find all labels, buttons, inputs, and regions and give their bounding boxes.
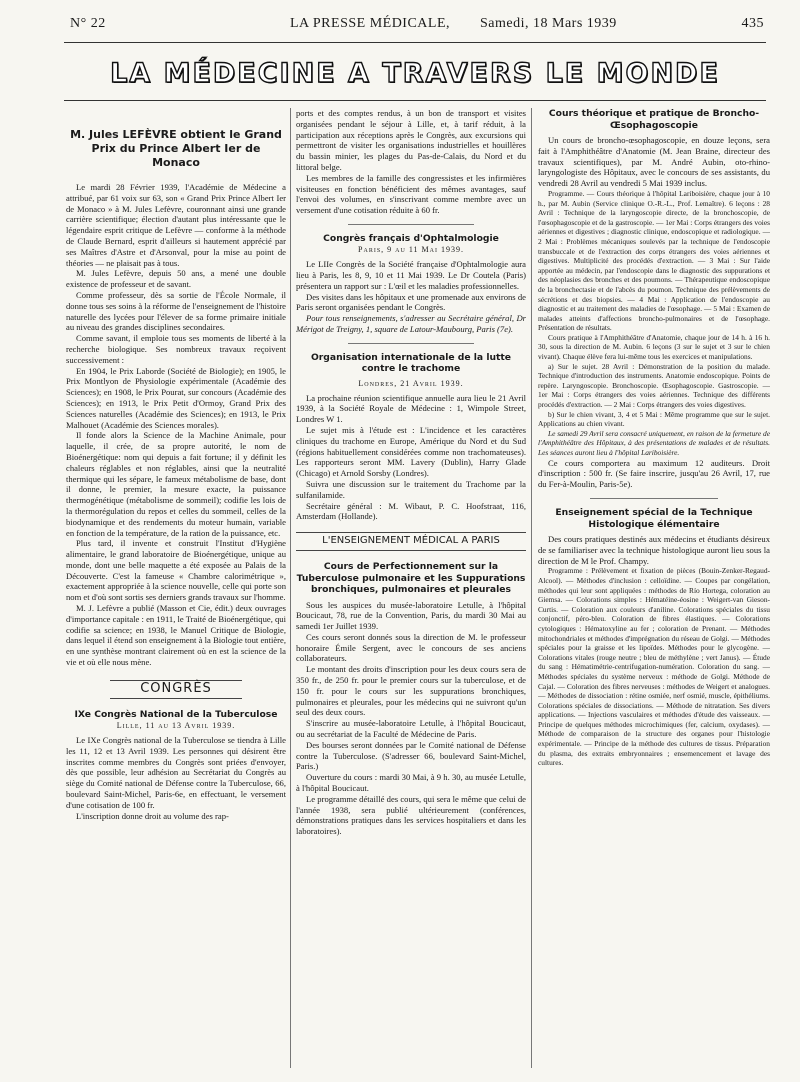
article-title-histologie: Enseignement spécial de la Technique Histologique élémentaire bbox=[555, 507, 753, 530]
section-heading-congres: CONGRÈS bbox=[110, 680, 242, 699]
article-subtitle: Paris, 9 au 11 Mai 1939. bbox=[358, 245, 464, 255]
paragraph: Des visites dans les hôpitaux et une promenade aux environs de Paris seront organisées pendant le Congrès. bbox=[296, 291, 526, 313]
article-title-broncho: Cours théorique et pratique de Broncho-Œsophagoscopie bbox=[548, 108, 760, 131]
column-2 bbox=[296, 108, 526, 1068]
page-number: 435 bbox=[741, 16, 764, 31]
paragraph: M. Jules Lefèvre, depuis 50 ans, a mené une double existence de professeur et de savant. bbox=[66, 268, 286, 290]
paragraph: Ces cours seront donnés sous la direction de M. le professeur honoraire Émile Sergent, avec le concours de ses anciens collaborateurs. bbox=[296, 631, 526, 664]
paragraph: Les membres de la famille des congressistes et les infirmières visiteuses en fonction bénéficient des mêmes avantages, sauf l'envoi des volumes, en s'inscrivant comme membre avec un versement d'une cotisation réduite à 60 fr. bbox=[296, 172, 526, 216]
paragraph: Des cours pratiques destinés aux médecins et étudiants désireux de se familiariser avec la technique histologique auront lieu sous la direction de M le Prof. Champy. bbox=[538, 534, 770, 566]
program-text: Programme : Prélèvement et fixation de pièces (Bouin-Zenker-Regaud-Alcool). — Méthodes d'inclusion : celloïdine. — Coupes par congélation, méthodes qui leur sont appliquées : méthodes de Río Hortega, coloration au Giemsa. — Colorations simples : Hématéine-éosine : Weigert-van Gieson-Curtis. — Coloration aux couleurs d'aniline. Colorations spéciales du tissu conjonctif, péro-bleu. Coloration de fibres élastiques. — Colorations cytologiques : Hématoxyline au fer ; coloration de Prenant. — Méthodes mitochondriales et méthodes d'imprégnation du réseau de Golgi. — Méthodes spéciales pour la graisse et les lipoïdes. Méthodes pour le glycogène. — Colorations vitales (rouge neutre ; bleu de méthylène ; vert Janus). — Étude du sang : Hématimétrie-centrifugation-numération. Coloration du sang. — Méthodes spéciales du système nerveux : méthode de Golgi. Méthode de Cajal. — Coloration des fibres nerveuses : méthodes de Weigert et analogues. — Méthodes de dissociation : rétine osmiée, nerf osmié, muscle, épithéliums. Colorations spéciales de dissociations. — Méthode de nitratation. Ses divers applications. — Injections vasculaires et méthodes d'étude des vaisseaux. — Principe de quelques méthodes microchimiques (fer, calcium, oxydases). — Méthode de comparaison de la structure des organes pour l'histologie expérimentale. — Principe de la méthode des cultures de tissus. Préparation du plasma, des extraits embryonnaires ; ensemencement et lavage des cultures. bbox=[538, 566, 770, 768]
article-separator bbox=[348, 224, 474, 225]
article-title-tuberculose: IXe Congrès National de la Tuberculose bbox=[74, 708, 278, 720]
paragraph: Ouverture du cours : mardi 30 Mai, à 9 h. 30, au musée Letulle, à l'hôpital Boucicaut. bbox=[296, 772, 526, 794]
column-divider bbox=[290, 108, 291, 1068]
paragraph: S'inscrire au musée-laboratoire Letulle, à l'hôpital Boucicaut, ou au secrétariat de la Faculté de Médecine de Paris. bbox=[296, 718, 526, 740]
paragraph: En 1904, le Prix Laborde (Société de Biologie); en 1905, le Prix Montlyon de Physiologie expérimentale (Académie des Sciences); en 1908, le Prix Pourat, sur concours (Académie des Sciences); en 1913, le Prix Petit d'Ormoy, Grand Prix des Sciences naturelles (Académie des Sciences); en 1913, le Prix Malhouet (Académie des Sciences morales). bbox=[66, 365, 286, 430]
column-1 bbox=[66, 108, 286, 1068]
paragraph: Le montant des droits d'inscription pour les deux cours sera de 350 fr., de 250 fr. pour le premier cours sur la tuberculose, et de 150 fr. pour le cours sur les suppurations bronchiques, pulmonaires et pleurales, pour les médecins qui ne suivront qu'un seul des deux cours. bbox=[296, 664, 526, 718]
journal-name: LA PRESSE MÉDICALE, bbox=[290, 16, 451, 31]
column-divider bbox=[531, 108, 532, 1068]
paragraph: Pour tous renseignements, s'adresser au Secrétaire général, Dr Mérigot de Treigny, 1, square de Latour-Maubourg, Paris (7e). bbox=[296, 313, 526, 335]
article-title-lefevre: M. Jules LEFÈVRE obtient le Grand Prix du Prince Albert Ier de Monaco bbox=[70, 128, 282, 169]
paragraph: L'inscription donne droit au volume des rap- bbox=[76, 810, 229, 821]
program-text: a) Sur le sujet. 28 Avril : Démonstration de la position du malade. Technique d'introduction des instruments. Anatomie endoscopique. Points de repère. Laryngoscopie. Bronchoscopie. Œsophagoscopie. Gastroscopie. — 1er Mai : Corps étrangers des voies aériennes. Technique des différents procédés d'extraction. — 2 Mai : Corps étrangers des voies digestives. bbox=[538, 361, 770, 410]
header-rule bbox=[64, 42, 766, 43]
paragraph: Suivra une discussion sur le traitement du Trachome par la sulfanilamide. bbox=[296, 479, 526, 500]
section-heading-enseignement: L'ENSEIGNEMENT MÉDICAL A PARIS bbox=[296, 532, 526, 551]
section-masthead: LA MÉDECINE A TRAVERS LE MONDE bbox=[110, 58, 720, 89]
paragraph: Sous les auspices du musée-laboratoire Letulle, à l'hôpital Boucicaut, 78, rue de la Convention, Paris, du mardi 30 Mai au samedi 1er Juillet 1939. bbox=[296, 599, 526, 632]
paragraph: Le LIIe Congrès de la Société française d'Ophtalmologie aura lieu à Paris, les 8, 9, 10 et 11 Mai 1939. Le Dr Coutela (Paris) présentera un rapport sur : L'œil et les maladies professionnelles. bbox=[296, 259, 526, 291]
article-subtitle: Londres, 21 Avril 1939. bbox=[358, 378, 464, 388]
article-separator bbox=[348, 343, 474, 344]
paragraph: Secrétaire général : M. Wibaut, P. C. Hoofstraat, 116, Amsterdam (Hollande). bbox=[296, 500, 526, 522]
issue-date: Samedi, 18 Mars 1939 bbox=[480, 16, 617, 31]
paragraph: Comme professeur, dès sa sortie de l'École Normale, il donne tous ses soins à la réforme de l'enseignement de l'histoire naturelle des lycées pour l'élever de sa forme primaire initiale au niveau des grandes disciplines secondaires. bbox=[66, 289, 286, 333]
program-text: Programme. — Cours théorique à l'hôpital Lariboisière, chaque jour à 10 h., par M. Aubin (Service clinique O.-R.-L., Prof. Lemaître). 6 leçons : 28 Avril : Technique de la laryngoscopie directe, de la bronchoscopie, de l'œsophagoscopie et de la gastroscopie. — 1er Mai : Corps étrangers des voies aériennes et digestives ; diagnostic clinique, endoscopique et radiologique. — 2 Mai : Problèmes mécaniques soulevés par la technique de l'endoscopie transbuccale et de l'extraction des corps étrangers des voies aériennes et digestives. Multiplicité des procédés d'extraction. — 3 Mai : Sur l'aide apportée au médecin, par l'endoscopie dans le diagnostic des suppurations et des néoplasies des bronches et des poumons. — Thérapeutique endoscopique de la bronchectasie et de l'abcès du poumon. Technique des prélèvements de sécrétions et des biopsies. — 4 Mai : Application de l'endoscopie au diagnostic et au traitement des maladies de l'œsophage. — 5 Mai : Examen de malades atteints d'affections broncho-pulmonaires et de l'œsophage. Présentation de résultats. bbox=[538, 188, 770, 333]
program-text: Cours pratique à l'Amphithéâtre d'Anatomie, chaque jour de 14 h. à 16 h. 30, sous la direction de M. Aubin. 6 leçons (3 sur le sujet et 3 sur le chien vivant). Chaque élève fera lui-même tous les exercices et manipulations. bbox=[538, 332, 770, 362]
running-header bbox=[70, 16, 764, 38]
paragraph: Le programme détaillé des cours, qui sera le même que celui de l'année 1938, sera publié ultérieurement (conférences, démonstrations pratiques dans les services hospitaliers et dans les laboratoires). bbox=[296, 793, 526, 837]
paragraph: La prochaine réunion scientifique annuelle aura lieu le 21 Avril 1939, à la Société Royale de Médecine : 1, Wimpole Street, Londres W 1. bbox=[296, 392, 526, 425]
column-3 bbox=[538, 108, 770, 1068]
paragraph: Des bourses seront données par le Comité national de Défense contre la Tuberculose. (S'adresser 66, boulevard Saint-Michel, Paris.) bbox=[296, 739, 526, 772]
masthead-rule bbox=[64, 100, 766, 101]
program-text: b) Sur le chien vivant, 3, 4 et 5 Mai : Même programme que sur le sujet. Applications au chien vivant. bbox=[538, 409, 770, 429]
article-title-ophtalmologie: Congrès français d'Ophtalmologie bbox=[323, 232, 499, 244]
article-title-trachome: Organisation internationale de la lutte contre le trachome bbox=[310, 351, 512, 375]
paragraph: Ce cours comportera au maximum 12 auditeurs. Droit d'inscription : 500 fr. (Se faire inscrire, jusqu'au 26 Avril, 17, rue du Fer-à-Moulin, Paris-5e). bbox=[538, 457, 770, 490]
paragraph: Comme savant, il emploie tous ses moments de liberté à la recherche biologique. Ses nombreux travaux reçoivent successivement : bbox=[66, 333, 286, 365]
paragraph: Le mardi 28 Février 1939, l'Académie de Médecine a attribué, par 61 voix sur 63, son « Grand Prix Prince Albert Ier de Monaco » à M. Jules Lefèvre, couronnant ainsi une grande carrière scientifique; élection d'autant plus intéressante que le légendaire esprit critique de Lefèvre — conforme à la méthode de Claude Bernard, esprit d'ailleurs si hautement apprécié par ses Maîtres d'Astre et d'Arsonval, pour la mise au point de théories — ne plaisait pas à tous. bbox=[66, 182, 286, 268]
issue-number: N° 22 bbox=[70, 16, 106, 31]
paragraph: M. J. Lefèvre a publié (Masson et Cie, édit.) deux ouvrages d'importance capitale : en 1911, le Traité de Bioénergétique, qui codifie sa science; en 1938, le Manuel Critique de Biologie, dans lequel il étend son enseignement à la Biologie tout entière, en une synthèse montrant clairement où en est la science de la vie et où elle nous mène. bbox=[66, 603, 286, 668]
article-title-cours-tuberculose: Cours de Perfectionnement sur la Tuberculose pulmonaire et les Suppurations bronchiques, pulmonaires et pleurales bbox=[296, 561, 526, 595]
paragraph: ports et des comptes rendus, à un bon de transport et visites organisées pendant le séjour à Lille, et, à tarif réduit, à la participation aux réceptions après le Congrès, aux excursions qui permettront de visiter les organisations industrielles et houillères du bassin minier, les plages du Pas-de-Calais, du Nord et du littoral belge. bbox=[296, 108, 526, 172]
paragraph: Le IXe Congrès national de la Tuberculose se tiendra à Lille les 11, 12 et 13 Avril 1939. Les personnes qui désirent être inscrites comme membres du Congrès sont priées d'envoyer, dès que possible, leur adhésion au Secrétariat du Congrès au siège du Comité national de Défense contre la Tuberculose, 66, boulevard Saint-Michel, Paris-6e, en effectuant, le versement d'une cotisation de 100 fr. bbox=[66, 734, 286, 810]
article-subtitle: Lille, 11 au 13 Avril 1939. bbox=[116, 721, 236, 731]
article-separator bbox=[590, 498, 718, 499]
paragraph: Plus tard, il invente et construit l'Institut d'Hygiène alimentaire, le grand laboratoire de Bioénergétique, unique au monde, dont une belle maquette a été exposée au Palais de la Découverte. C'est la fameuse « Chambre calorimétrique », exactement appropriée à la science nouvelle, celle qui porte son nom et d'où sont sortis ses derniers grands travaux sur l'homme. bbox=[66, 538, 286, 603]
paragraph: Un cours de broncho-œsophagoscopie, en douze leçons, sera fait à l'Amphithéâtre d'Anatomie (M. Jean Braine, directeur des travaux scientifiques), par M. André Aubin, oto-rhino-laryngologiste des Hôpitaux, avec le concours de ses assistants, du vendredi 28 Avril au vendredi 5 Mai 1939 inclus. bbox=[538, 135, 770, 189]
paragraph: Le sujet mis à l'étude est : L'incidence et les caractères cliniques du trachome en Europe, Amérique du Nord et du Sud (régions habituellement considérées comme non trachomateuses). Les rapporteurs seront MM. Lavery (Dublin), Harry Glade (Chicago) et Arnold Sorsby (Londres). bbox=[296, 425, 526, 479]
paragraph: Il fonde alors la Science de la Machine Animale, pour laquelle, il crée, de sa propre autorité, le nom de Bioénergétique: nom qui depuis a fait fortune; il y définit les chaleurs réglables et non réglables, ainsi que la neutralité thermique qui les sépare, le fameux métabolisme de base, dont il donne, le premier, la mesure exacte, la puissance thermogénétique (métabolisme de sommeil); codifie les lois de la thermorégulation du repos et celles du sommeil, celles de la biodynamique et des rendements du moteur humain, variable en fonction de la température, de la ration de la puissance, etc. bbox=[66, 430, 286, 538]
program-text: Le samedi 29 Avril sera consacré uniquement, en raison de la fermeture de l'Amphithéâtre des Hôpitaux, à des présentations de malades et de résultats. Les séances auront lieu à l'hôpital Lariboisière. bbox=[538, 428, 770, 458]
